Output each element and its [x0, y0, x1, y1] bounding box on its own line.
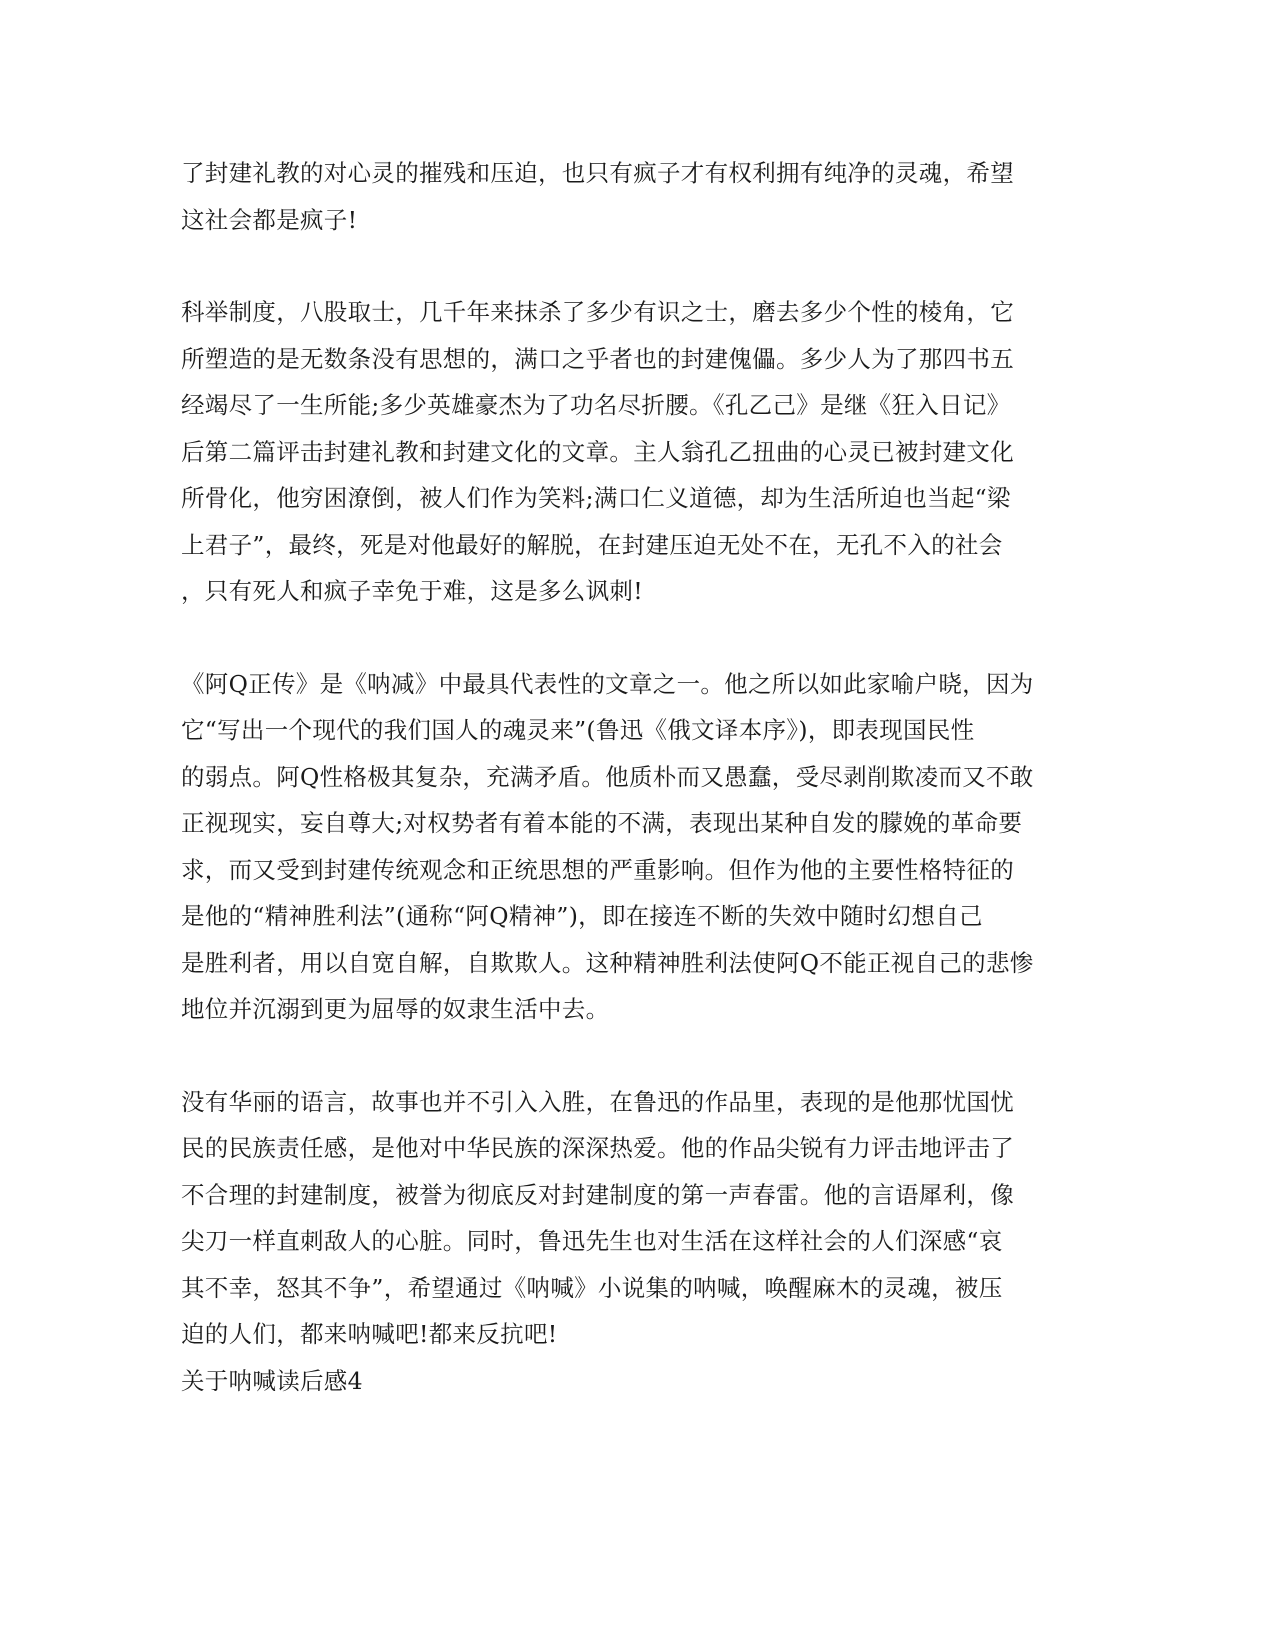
text-line: 的弱点。阿Q性格极其复杂，充满矛盾。他质朴而又愚蠢，受尽剥削欺凌而又不敢 — [181, 762, 1034, 791]
text-line: 所塑造的是无数条没有思想的，满口之乎者也的封建傀儡。多少人为了那四书五 — [181, 344, 1014, 373]
text-line: 了封建礼教的对心灵的摧残和压迫，也只有疯子才有权利拥有纯净的灵魂，希望 — [181, 159, 1014, 187]
paragraph-3 — [181, 661, 1034, 1033]
text-line: 求，而又受到封建传统观念和正统思想的严重影响。但作为他的主要性格特征的 — [181, 855, 1014, 884]
text-line: 它“写出一个现代的我们国人的魂灵来”(鲁迅《俄文译本序》)，即表现国民性 — [181, 716, 975, 744]
paragraph-gap — [181, 615, 1021, 661]
text-line: 上君子”，最终，死是对他最好的解脱，在封建压迫无处不在，无孔不入的社会 — [181, 530, 1003, 559]
paragraph-2 — [181, 289, 1021, 615]
text-line: 是他的“精神胜利法”(通称“阿Q精神”)，即在接连不断的失效中随时幻想自己 — [181, 902, 983, 930]
paragraph-4 — [181, 1079, 1021, 1358]
text-line: 地位并沉溺到更为屈辱的奴隶生活中去。 — [181, 995, 610, 1023]
text-line: 迫的人们，都来呐喊吧!都来反抗吧! — [181, 1320, 558, 1348]
text-line: 正视现实，妄自尊大;对权势者有着本能的不满，表现出某种自发的朦娩的革命要 — [181, 809, 1023, 837]
text-line: 这社会都是疯子! — [181, 205, 358, 234]
text-line: 没有华丽的语言，故事也并不引入入胜，在鲁迅的作品里，表现的是他那忧国忧 — [181, 1087, 1014, 1116]
text-line: 科举制度，八股取士，几千年来抹杀了多少有识之士，磨去多少个性的棱角，它 — [181, 298, 1014, 326]
text-line: 所骨化，他穷困潦倒，被人们作为笑料;满口仁义道德，却为生活所迫也当起“梁 — [181, 484, 1011, 512]
section-heading — [181, 1358, 1021, 1405]
text-line: 是胜利者，用以自宽自解，自欺欺人。这种精神胜利法使阿Q不能正视自己的悲惨 — [181, 948, 1034, 977]
paragraph-gap — [181, 1033, 1021, 1079]
paragraph-1 — [181, 150, 1021, 243]
text-line: 经竭尽了一生所能;多少英雄豪杰为了功名尽折腰。《孔乙己》是继《狂入日记》 — [181, 391, 1011, 419]
text-line: 不合理的封建制度，被誉为彻底反对封建制度的第一声春雷。他的言语犀利，像 — [181, 1180, 1014, 1209]
text-line: 尖刀一样直刺敌人的心脏。同时，鲁迅先生也对生活在这样社会的人们深感“哀 — [181, 1227, 1003, 1255]
paragraph-gap — [181, 243, 1021, 289]
text-line: ，只有死人和疯子幸免于难，这是多么讽刺! — [181, 577, 643, 605]
text-line: 民的民族责任感，是他对中华民族的深深热爱。他的作品尖锐有力评击地评击了 — [181, 1134, 1014, 1162]
text-line: 《阿Q正传》是《呐减》中最具代表性的文章之一。他之所以如此家喻户晓，因为 — [181, 669, 1034, 698]
heading-line: 关于呐喊读后感4 — [181, 1366, 363, 1395]
document-page — [181, 150, 1034, 1404]
text-line: 后第二篇评击封建礼教和封建文化的文章。主人翁孔乙扭曲的心灵已被封建文化 — [181, 437, 1014, 466]
text-line: 其不幸，怒其不争”，希望通过《呐喊》小说集的呐喊，唤醒麻木的灵魂，被压 — [181, 1273, 1003, 1302]
